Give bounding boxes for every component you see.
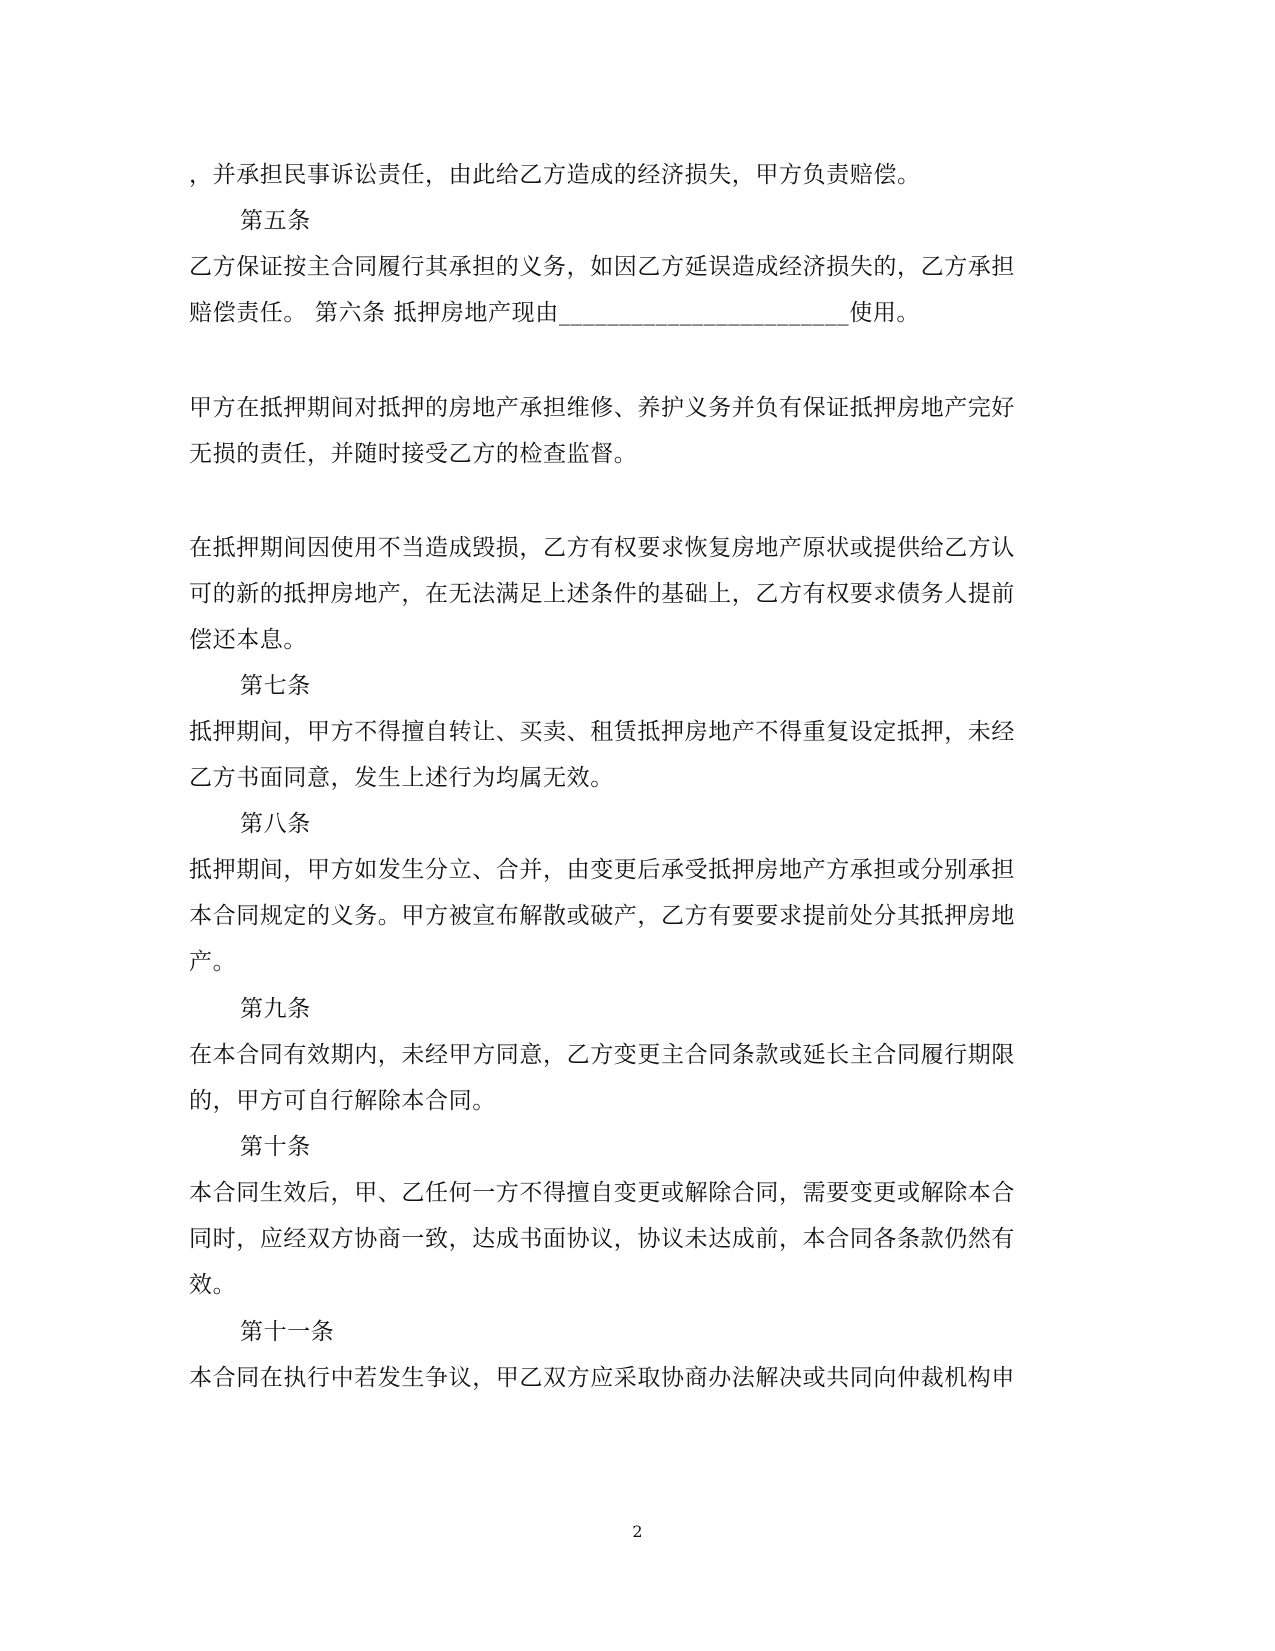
text-line: 本合同在执行中若发生争议，甲乙双方应采取协商办法解决或共同向仲裁机构申 xyxy=(189,1365,1015,1391)
text-line: 甲方在抵押期间对抵押的房地产承担维修、养护义务并负有保证抵押房地产完好 xyxy=(189,395,1015,421)
text-line: 可的新的抵押房地产，在无法满足上述条件的基础上，乙方有权要求债务人提前 xyxy=(189,581,1015,607)
article-heading: 第八条 xyxy=(240,811,311,837)
text-line: 偿还本息。 xyxy=(189,627,307,653)
text-line: 在抵押期间因使用不当造成毁损，乙方有权要求恢复房地产原状或提供给乙方认 xyxy=(189,535,1015,561)
article-heading: 第九条 xyxy=(240,996,311,1022)
text-line: 乙方书面同意，发生上述行为均属无效。 xyxy=(189,765,614,791)
article-heading: 第七条 xyxy=(240,673,311,699)
article-heading: 第十一条 xyxy=(240,1319,335,1345)
page-number: 2 xyxy=(632,1522,643,1541)
text-line: 本合同生效后，甲、乙任何一方不得擅自变更或解除合同，需要变更或解除本合 xyxy=(189,1180,1015,1206)
text-line: 同时，应经双方协商一致，达成书面协议，协议未达成前，本合同各条款仍然有 xyxy=(189,1226,1015,1252)
article-heading: 第十条 xyxy=(240,1134,311,1160)
text-line: 效。 xyxy=(189,1272,237,1298)
text-line: 赔偿责任。 第六条 抵押房地产现由________________________使用。 xyxy=(189,300,921,326)
text-line: 本合同规定的义务。甲方被宣布解散或破产，乙方有要要求提前处分其抵押房地 xyxy=(189,903,1015,929)
text-line: 抵押期间，甲方如发生分立、合并，由变更后承受抵押房地产方承担或分别承担 xyxy=(189,857,1015,883)
text-line: 乙方保证按主合同履行其承担的义务，如因乙方延误造成经济损失的，乙方承担 xyxy=(189,254,1015,280)
text-line: 在本合同有效期内，未经甲方同意，乙方变更主合同条款或延长主合同履行期限 xyxy=(189,1042,1015,1068)
text-line: 产。 xyxy=(189,949,237,975)
text-line: 抵押期间，甲方不得擅自转让、买卖、租赁抵押房地产不得重复设定抵押，未经 xyxy=(189,719,1015,745)
text-line: 无损的责任，并随时接受乙方的检查监督。 xyxy=(189,441,638,467)
text-line: ，并承担民事诉讼责任，由此给乙方造成的经济损失，甲方负责赔偿。 xyxy=(189,162,921,188)
article-heading: 第五条 xyxy=(240,208,311,234)
text-line: 的，甲方可自行解除本合同。 xyxy=(189,1088,496,1114)
